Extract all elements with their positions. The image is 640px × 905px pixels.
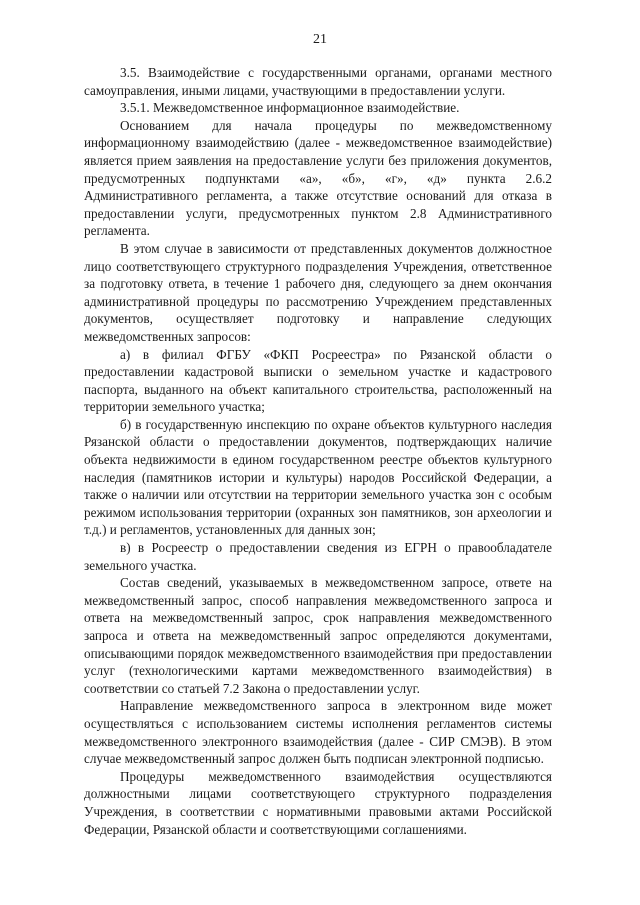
paragraph-requests-intro: В этом случае в зависимости от представленных документов должностное лицо соответствующего структурного подразделения Учреждения, ответственное за подготовку ответа, в течение 1 рабочего дня, следующего за днем окончания административной процедуры по рассмотрению Учреждением представленных документов, осуществляет подготовку и направление следующих межведомственных запросов: <box>84 240 552 344</box>
paragraph-request-content: Состав сведений, указываемых в межведомственном запросе, ответе на межведомственный запрос, способ направления межведомственного запроса и ответа на межведомственный запрос, срок направления межведомственного запроса и ответа на межведомственный запрос определяются документами, описывающими порядок межведомственного взаимодействия при предоставлении услуг (технологическими картами межведомственного взаимодействия) в соответствии со статьей 7.2 Закона о предоставлении услуг. <box>84 575 552 696</box>
paragraph-procedures: Процедуры межведомственного взаимодействия осуществляются должностными лицами соответствующего структурного подразделения Учреждения, в соответствии с нормативными правовыми актами Российской Федерации, Рязанской области и соответствующими соглашениями. <box>84 768 552 837</box>
paragraph-item-b: б) в государственную инспекцию по охране объектов культурного наследия Рязанской области о предоставлении документов, подтверждающих наличие объекта недвижимости в едином государственном реестре объектов культурного наследия (памятников истории и культуры) народов Российской Федерации, а также о наличии или отсутствии на территории земельного участка зон с особым режимом использования территории (охранных зон памятников, зон археологии и т.д.) и регламентов, установленных для данных зон; <box>84 416 552 538</box>
paragraph-section-3-5-1: 3.5.1. Межведомственное информационное взаимодействие. <box>120 100 460 116</box>
paragraph-basis: Основанием для начала процедуры по межведомственному информационному взаимодействию (далее - межведомственное взаимодействие) является прием заявления на предоставление услуги без приложения документов, предусмотренных подпунктами «а», «б», «г», «д» пункта 2.6.2 Административного регламента, а также отсутствие оснований для отказа в предоставлении услуги, предусмотренных пунктом 2.8 Административного регламента. <box>84 117 552 239</box>
paragraph-section-3-5: 3.5. Взаимодействие с государственными органами, органами местного самоуправления, иными лицами, участвующими в предоставлении услуги. <box>84 65 552 98</box>
paragraph-item-v: в) в Росреестр о предоставлении сведения из ЕГРН о правообладателе земельного участка. <box>84 540 552 573</box>
paragraph-electronic-request: Направление межведомственного запроса в электронном виде может осуществляться с использованием системы исполнения регламентов системы межведомственного электронного взаимодействия (далее - СИР СМЭВ). В этом случае межведомственный запрос должен быть подписан электронной подписью. <box>84 698 552 767</box>
document-body <box>84 64 552 838</box>
paragraph-item-a: а) в филиал ФГБУ «ФКП Росреестра» по Рязанской области о предоставлении кадастровой выписки о земельном участке и кадастрового паспорта, выданного на объект капитального строительства, расположенный на территории земельного участка; <box>84 346 552 415</box>
page-number: 21 <box>313 32 327 47</box>
